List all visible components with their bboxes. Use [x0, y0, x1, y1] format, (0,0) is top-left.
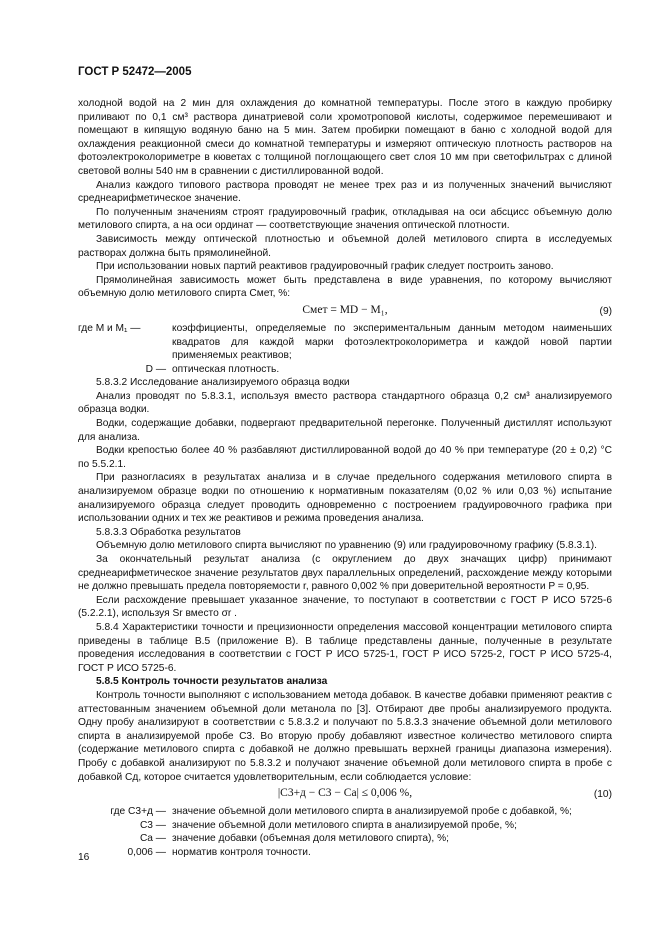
equation-number: (9)	[599, 305, 612, 317]
equation-9	[78, 303, 612, 320]
paragraph: За окончательный результат анализа (с округлением до двух значащих цифр) принимают среднеарифметическое значение результатов двух параллельных определений, расхождение между которыми не должно превышать предела повторяемости r, равного 0,002 % при доверительной вероятности P = 0,95.	[78, 554, 612, 593]
where-item	[78, 846, 612, 860]
where-item	[78, 322, 612, 363]
where-item	[78, 819, 612, 833]
paragraph: Анализ проводят по 5.8.3.1, используя вместо раствора стандартного образца 0,2 см³ анализируемого образца водки.	[78, 390, 612, 416]
paragraph: Прямолинейная зависимость может быть представлена в виде уравнения, по которому вычисляют объемную долю метилового спирта Cмет, %:	[78, 274, 612, 300]
page-number: 16	[78, 852, 90, 863]
where-label: где M и M₁ —	[78, 322, 141, 334]
paragraph: Объемную долю метилового спирта вычисляют по уравнению (9) или градуировочному графику (5.8.3.1).	[96, 540, 597, 552]
where-text: значение объемной доли метилового спирта в анализируемой пробе, %;	[172, 819, 517, 831]
where-item	[78, 832, 612, 846]
where-label: где C3+д —	[110, 806, 166, 818]
section-heading: 5.8.3.3 Обработка результатов	[96, 526, 241, 538]
paragraph: При разногласиях в результатах анализа и в случае предельного содержания метилового спирта в анализируемом образце водки по отношению к нормативным показателям (0,02 % или 0,03 %) испытание анализируемого образца следует проводить одновременно с построением градуировочного графика при использовании одних и тех же реактивов и режима проведения анализа.	[78, 472, 612, 525]
where-label: Cа —	[139, 833, 166, 845]
where-item	[78, 805, 612, 819]
paragraph: Контроль точности выполняют с использованием метода добавок. В качестве добавки применяют реактив с аттестованным значением объемной доли метанола по [3]. Отбирают две пробы анализируемого продукта. Одну пробу анализируют в соответствии с 5.8.3.2 и получают по 5.8.3.3 значение объемной доли метилового спирта в анализируемой пробе C3. Во вторую пробу добавляют известное количество метилового спирта (содержание метилового спирта с добавкой не должно превышать верхней границы диапазона измерения). Пробу с добавкой анализируют по 5.8.3.2 и получают значение объемной доли метилового спирта в пробе с добавкой Cд, которое считается удовлетворительным, если соблюдается условие:	[78, 689, 612, 783]
equation-10	[78, 786, 612, 803]
paragraph: Водки, содержащие добавки, подвергают предварительной перегонке. Полученный дистиллят используют для анализа.	[78, 418, 612, 443]
paragraph: Зависимость между оптической плотностью и объемной долей метилового спирта в исследуемых растворах должна быть прямолинейной.	[78, 233, 612, 259]
where-text: оптическая плотность.	[172, 363, 280, 375]
where-label: D —	[145, 363, 166, 375]
paragraph: Если расхождение превышает указанное значение, то поступают в соответствии с ГОСТ Р ИСО 5725-6 (5.2.2.1), используя Sr вместо σr .	[78, 594, 612, 620]
equation-number: (10)	[593, 789, 612, 801]
page-content	[78, 97, 612, 859]
where-text: значение объемной доли метилового спирта в анализируемой пробе с добавкой, %;	[172, 806, 572, 818]
where-text: норматив контроля точности.	[172, 846, 311, 858]
paragraph: При использовании новых партий реактивов градуировочный график следует построить заново.	[96, 261, 554, 273]
where-text: значение добавки (объемная доля метилового спирта), %;	[172, 833, 449, 845]
where-label: C3 —	[139, 819, 166, 831]
where-label: 0,006 —	[127, 846, 166, 858]
where-item	[78, 363, 612, 377]
section-heading: 5.8.5 Контроль точности результатов анализа	[96, 676, 328, 688]
equation-formula: Cмет = MD − M₁,	[302, 303, 388, 316]
paragraph: Анализ каждого типового раствора проводят не менее трех раз и из полученных значений вычисляют среднеарифметическое значение.	[78, 179, 612, 205]
page-header: ГОСТ Р 52472—2005	[78, 66, 192, 78]
paragraph: По полученным значениям строят градуировочный график, откладывая на оси абсцисс объемную долю метилового спирта, а на оси ординат — соответствующие значения оптической плотности.	[78, 206, 612, 232]
paragraph: Водки крепостью более 40 % разбавляют дистиллированной водой до 40 % при температуре (20 ± 0,2) °С по 5.5.2.1.	[78, 445, 612, 470]
equation-formula: |C3+д − C3 − Cа| ≤ 0,006 %,	[277, 787, 413, 800]
where-text: коэффициенты, определяемые по экспериментальным данным методом наименьших квадратов для каждой марки фотоэлектроколориметра и каждой новой партии применяемых реактивов;	[172, 322, 612, 362]
paragraph: 5.8.4 Характеристики точности и прецизионности определения массовой концентрации метилового спирта приведены в таблице В.5 (приложение В). В таблице представлены данные, полученные в результате проведения исследования в соответствии с ГОСТ Р ИСО 5725-1, ГОСТ Р ИСО 5725-2, ГОСТ Р ИСО 5725-4, ГОСТ Р ИСО 5725-6.	[78, 621, 612, 674]
section-heading: 5.8.3.2 Исследование анализируемого образца водки	[96, 377, 350, 389]
paragraph: холодной водой на 2 мин для охлаждения до комнатной температуры. После этого в каждую пробирку приливают по 0,1 см³ раствора динатриевой соли хромотроповой кислоты, содержимое перемешивают и помещают в кипящую водяную баню на 5 мин. Затем пробирки помещают в баню с холодной водой для охлаждения реакционной смеси до комнатной температуры и измеряют оптическую плотность растворов на фотоэлектроколориметре в кюветах с толщиной поглощающего свет слоя 10 мм при светофильтрах с длиной световой волны 540 нм в сравнении с дистиллированной водой.	[78, 98, 612, 177]
